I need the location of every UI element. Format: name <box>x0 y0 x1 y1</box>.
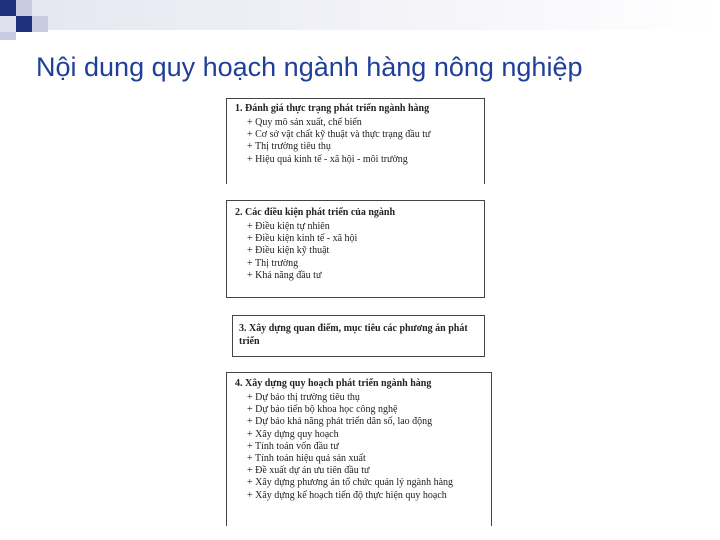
step-item: + Điều kiện tự nhiên <box>247 221 330 232</box>
step-item: + Tính toán hiệu quả sản xuất <box>247 453 366 465</box>
deco-square <box>16 0 32 16</box>
step-item: + Xây dựng kế hoạch tiến độ thực hiện quy hoạch <box>247 489 447 501</box>
step-item: + Thị trường tiêu thụ <box>247 141 331 153</box>
step-item: + Tính toán vốn đầu tư <box>247 440 339 452</box>
deco-square <box>32 16 48 32</box>
deco-square <box>32 0 48 16</box>
deco-square <box>16 16 32 32</box>
step-heading: 2. Các điều kiện phát triển của ngành <box>235 207 396 218</box>
step-box-4 <box>226 372 492 526</box>
corner-decoration <box>0 0 720 40</box>
step-box-3 <box>232 315 485 357</box>
step-item: + Xây dựng phương án tổ chức quản lý ngành hàng <box>247 477 454 489</box>
deco-square <box>0 16 16 32</box>
step-item: + Quy mô sản xuất, chế biến <box>247 117 362 128</box>
step-item: + Khả năng đầu tư <box>247 269 322 281</box>
step-item: + Hiệu quả kinh tế - xã hội - môi trường <box>247 153 408 165</box>
slide-title: Nội dung quy hoạch ngành hàng nông nghiệp <box>36 52 583 82</box>
deco-gradient-bar <box>48 0 720 30</box>
step-item: + Xây dựng quy hoạch <box>247 428 339 440</box>
step-heading: 4. Xây dựng quy hoạch phát triển ngành hàng <box>235 378 432 389</box>
step-item: + Đề xuất dự án ưu tiên đầu tư <box>247 465 370 477</box>
step-item: + Cơ sở vật chất kỹ thuật và thực trạng đầu tư <box>247 129 431 141</box>
step-item: + Điều kiện kỹ thuật <box>247 245 330 257</box>
step-item: + Dự báo tiến bộ khoa học công nghệ <box>247 404 398 416</box>
deco-square <box>0 32 16 40</box>
step-heading: 1. Đánh giá thực trạng phát triển ngành hàng <box>235 103 430 114</box>
step-item: + Dự báo thị trường tiêu thụ <box>247 392 360 403</box>
step-item: + Dự báo khả năng phát triển dân số, lao động <box>247 416 433 428</box>
step-box-2 <box>226 200 485 298</box>
step-item: + Điều kiện kinh tế - xã hội <box>247 233 358 245</box>
step-box-1 <box>226 98 485 184</box>
step-heading: 3. Xây dựng quan điểm, mục tiêu các phương án phát triển <box>239 323 468 347</box>
step-item: + Thị trường <box>247 257 299 269</box>
deco-square <box>0 0 16 16</box>
